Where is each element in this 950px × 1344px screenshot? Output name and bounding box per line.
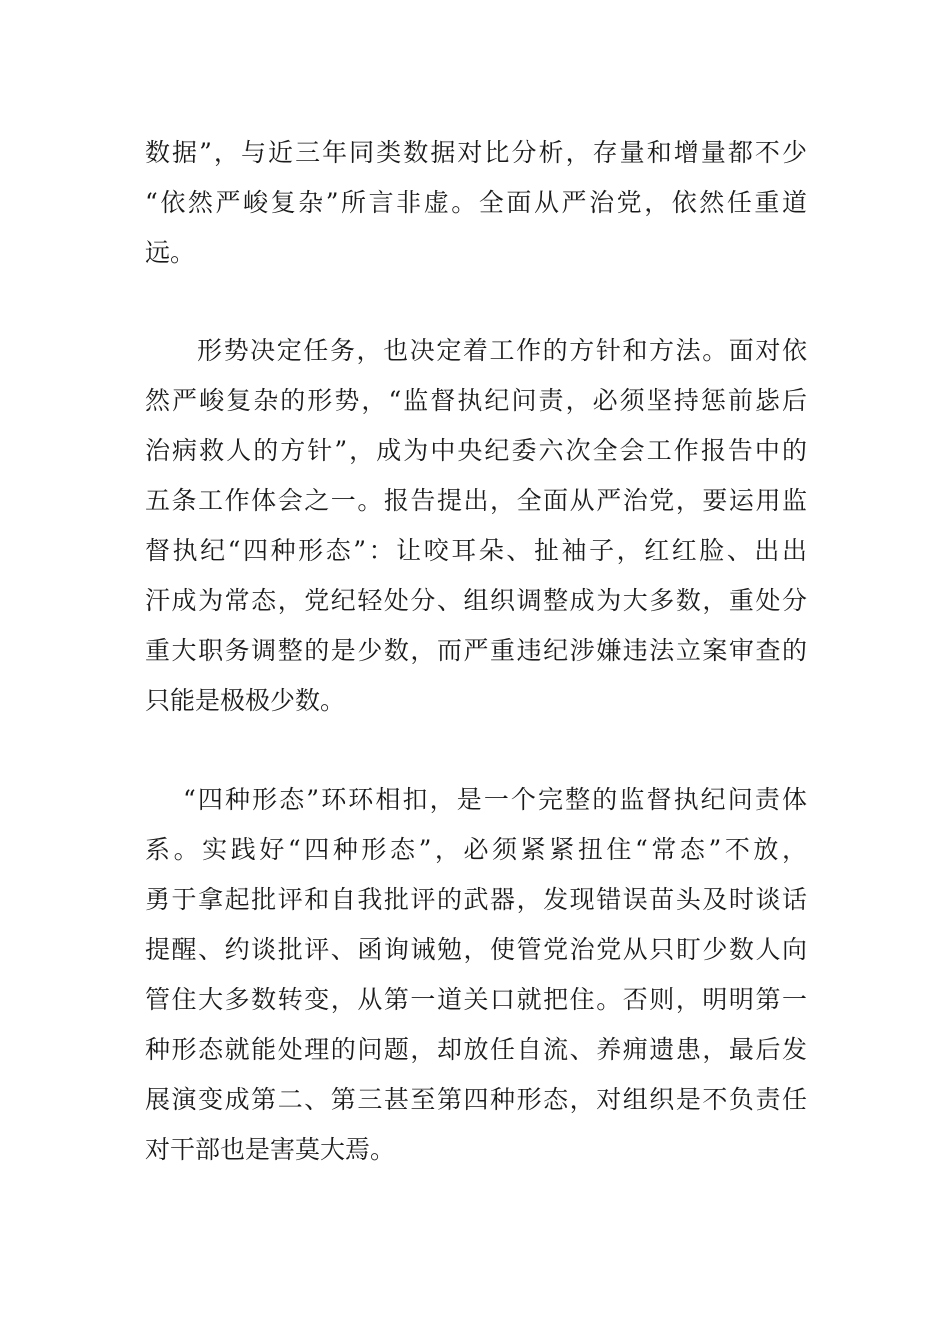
paragraph-line: 管住大多数转变，从第一道关口就把住。否则，明明第一 xyxy=(145,985,807,1014)
paragraph-line: 形势决定任务，也决定着工作的方针和方法。面对依 xyxy=(197,336,807,365)
paragraph-3 xyxy=(145,775,807,1175)
paragraph-line: 勇于拿起批评和自我批评的武器，发现错误苗头及时谈话 xyxy=(145,885,807,914)
paragraph-line: 系。实践好“四种形态”，必须紧紧扭住“常态”不放， xyxy=(145,835,807,864)
paragraph-line: 数据”，与近三年同类数据对比分析，存量和增量都不少 xyxy=(145,138,807,167)
paragraph-line: 只能是极极少数。 xyxy=(145,686,346,715)
paragraph-line: 汗成为常态，党纪轻处分、组织调整成为大多数，重处分 xyxy=(145,586,807,615)
paragraph-line: “四种形态”环环相扣，是一个完整的监督执纪问责体 xyxy=(183,785,807,814)
paragraph-2 xyxy=(145,326,807,726)
paragraph-line: 对干部也是害莫大焉。 xyxy=(145,1135,396,1164)
paragraph-line: 展演变成第二、第三甚至第四种形态，对组织是不负责任 xyxy=(145,1085,807,1114)
paragraph-line: 五条工作体会之一。报告提出，全面从严治党，要运用监 xyxy=(145,486,807,515)
paragraph-line: 督执纪“四种形态”：让咬耳朵、扯袖子，红红脸、出出 xyxy=(145,536,807,565)
paragraph-line: 治病救人的方针”，成为中央纪委六次全会工作报告中的 xyxy=(145,436,807,465)
paragraph-line: 重大职务调整的是少数，而严重违纪涉嫌违法立案审查的 xyxy=(145,636,807,665)
paragraph-line: “依然严峻复杂”所言非虚。全面从严治党，依然任重道 xyxy=(145,188,807,217)
paragraph-line: 种形态就能处理的问题，却放任自流、养痈遗患，最后发 xyxy=(145,1035,807,1064)
paragraph-line: 提醒、约谈批评、函询诫勉，使管党治党从只盯少数人向 xyxy=(145,935,807,964)
paragraph-1 xyxy=(145,128,807,278)
paragraph-line: 然严峻复杂的形势，“监督执纪问责，必须坚持惩前毖后 xyxy=(145,386,807,415)
paragraph-line: 远。 xyxy=(145,238,196,267)
